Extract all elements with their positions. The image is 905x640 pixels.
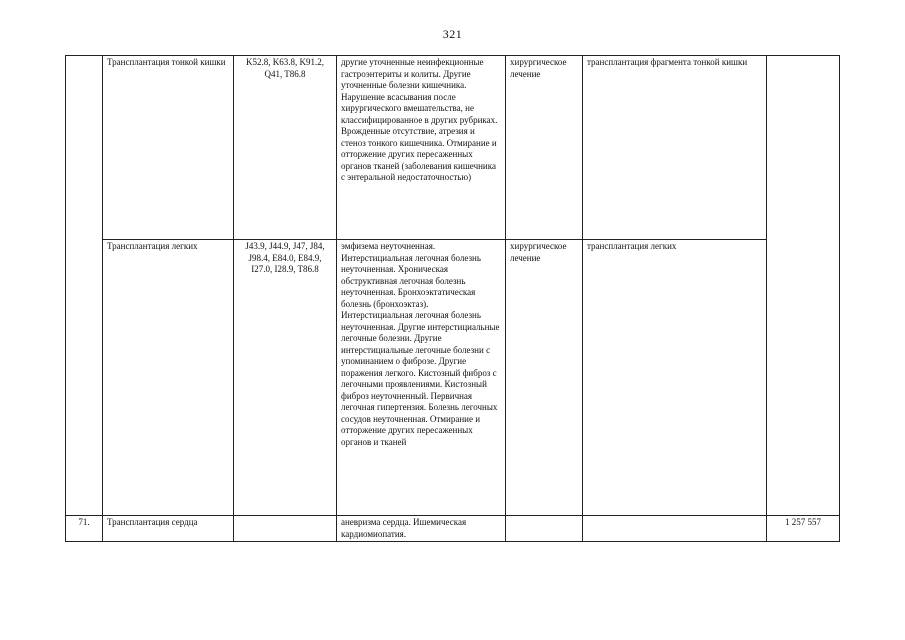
treatment-type-cell: хирургическое лечение — [506, 240, 583, 516]
page-number: 321 — [442, 27, 463, 41]
patient-model-cell: эмфизема неуточненная. Интерстициальная легочная болезнь неуточненная. Хроническая обструктивная легочная болезнь неуточненная. Бронхоэктатическая болезнь (бронхоэктаз). Интерстициальная легочная болезнь неуточненная. Другие интерстициальные легочные болезни. Другие интерстициальные легочные болезни с упоминанием о фиброзе. Другие поражения легкого. Кистозный фиброз с легочными проявлениями. Кистозный фиброз неуточненный. Первичная легочная гипертензия. Болезнь легочных сосудов неуточненная. Отмирание и отторжение других пересаженных органов и тканей — [337, 240, 506, 516]
intervention-name-cell: Трансплантация легких — [103, 240, 234, 516]
patient-model-cell: аневризма сердца. Ишемическая кардиомиопатия. — [337, 516, 506, 542]
treatment-type-cell — [506, 516, 583, 542]
table-row — [66, 240, 840, 516]
icd-codes-cell — [234, 516, 337, 542]
patient-model-cell: другие уточненные неинфекционные гастроэнтериты и колиты. Другие уточненные болезни кишечника. Нарушение всасывания после хирургического вмешательства, не классифицированное в других рубриках. Врожденные отсутствие, атрезия и стеноз тонкого кишечника. Отмирание и отторжение других пересаженных органов тканей (заболевания кишечника с энтеральной недостаточностью) — [337, 56, 506, 240]
table-row — [66, 516, 840, 542]
table-row — [66, 56, 840, 240]
intervention-name-cell: Трансплантация сердца — [103, 516, 234, 542]
treatment-method-cell: трансплантация легких — [583, 240, 767, 516]
icd-codes-cell: J43.9, J44.9, J47, J84, J98.4, E84.0, E84.9, I27.0, I28.9, T86.8 — [234, 240, 337, 516]
price-cell: 1 257 557 — [767, 516, 840, 542]
treatment-type-cell: хирургическое лечение — [506, 56, 583, 240]
icd-codes-cell: K52.8, K63.8, K91.2, Q41, T86.8 — [234, 56, 337, 240]
medical-care-table — [65, 55, 840, 542]
price-cell — [767, 56, 840, 516]
treatment-method-cell — [583, 516, 767, 542]
treatment-method-cell: трансплантация фрагмента тонкой кишки — [583, 56, 767, 240]
intervention-name-cell: Трансплантация тонкой кишки — [103, 56, 234, 240]
row-number-cell: 71. — [66, 516, 103, 542]
row-number-cell — [66, 56, 103, 516]
